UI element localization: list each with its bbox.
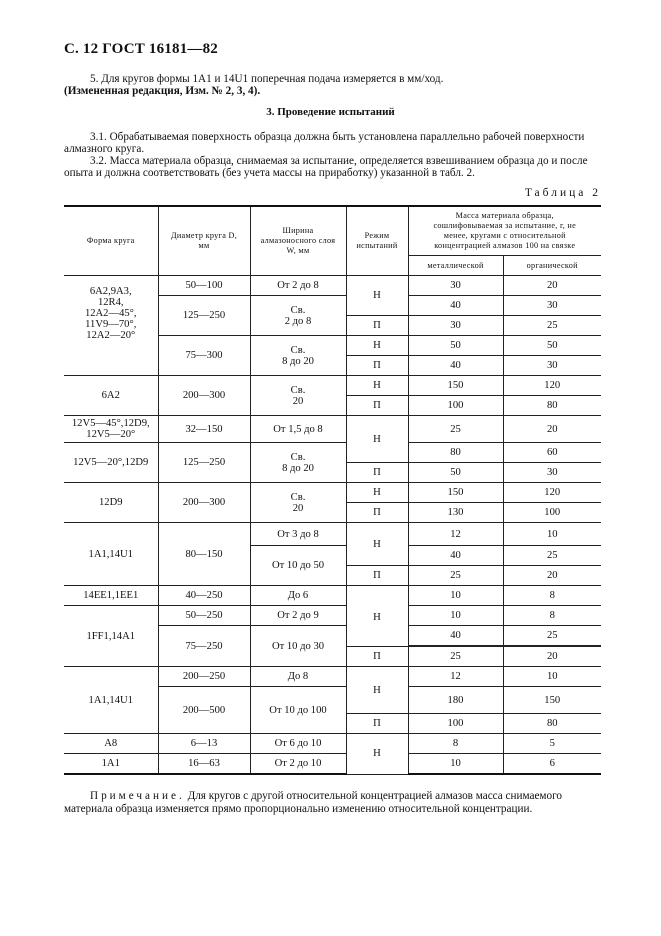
metal-cell: 25 [408, 647, 503, 667]
organic-cell: 8 [503, 606, 601, 626]
diameter-cell: 40—250 [158, 586, 250, 606]
width-cell: От 2 до 10 [250, 754, 346, 775]
mode-cell: Н [346, 586, 408, 647]
mode-cell: П [346, 566, 408, 586]
diameter-cell: 125—250 [158, 443, 250, 483]
organic-cell: 10 [503, 667, 601, 687]
metal-cell: 30 [408, 316, 503, 336]
header-diameter: Диаметр круга D, мм [158, 206, 250, 276]
organic-cell: 80 [503, 396, 601, 416]
width-cell: Св. 20 [250, 483, 346, 523]
form-cell: 14ЕЕ1,1ЕЕ1 [64, 586, 158, 606]
width-cell: От 10 до 100 [250, 687, 346, 734]
mode-cell: Н [346, 416, 408, 463]
metal-cell: 10 [408, 586, 503, 606]
diameter-cell: 75—250 [158, 626, 250, 667]
organic-cell: 80 [503, 714, 601, 734]
metal-cell: 100 [408, 714, 503, 734]
metal-cell: 50 [408, 336, 503, 356]
header-metal: металлической [408, 256, 503, 276]
organic-cell: 20 [503, 647, 601, 667]
header-width: Ширина алмазоносного слоя W, мм [250, 206, 346, 276]
header-form: Форма круга [64, 206, 158, 276]
organic-cell: 30 [503, 463, 601, 483]
table-header-row [64, 206, 601, 256]
organic-cell: 150 [503, 687, 601, 714]
metal-cell: 40 [408, 356, 503, 376]
form-cell: 12V5—45°,12D9, 12V5—20° [64, 416, 158, 443]
metal-cell: 150 [408, 483, 503, 503]
metal-cell: 50 [408, 463, 503, 483]
organic-cell: 50 [503, 336, 601, 356]
form-cell: 1А1,14U1 [64, 523, 158, 586]
organic-cell: 10 [503, 523, 601, 546]
organic-cell: 5 [503, 734, 601, 754]
metal-cell: 10 [408, 754, 503, 775]
width-cell: От 10 до 30 [250, 626, 346, 667]
table-row [64, 606, 601, 626]
width-cell: От 3 до 8 [250, 523, 346, 546]
organic-cell: 6 [503, 754, 601, 775]
paragraph-3-1-line1: 3.1. Обрабатываемая поверхность образца должна быть установлена параллельно рабочей поверхности [90, 131, 585, 143]
width-cell: До 6 [250, 586, 346, 606]
width-cell: До 8 [250, 667, 346, 687]
form-cell: 6А2 [64, 376, 158, 416]
width-cell: Св. 2 до 8 [250, 296, 346, 336]
form-cell: 12V5—20°,12D9 [64, 443, 158, 483]
mode-cell: П [346, 647, 408, 667]
mode-cell: П [346, 463, 408, 483]
organic-cell: 8 [503, 586, 601, 606]
organic-cell: 25 [503, 316, 601, 336]
mode-cell: П [346, 316, 408, 336]
diameter-cell: 200—300 [158, 483, 250, 523]
organic-cell: 20 [503, 416, 601, 443]
mode-cell: Н [346, 734, 408, 775]
organic-cell: 120 [503, 376, 601, 396]
organic-cell: 20 [503, 566, 601, 586]
mode-cell: Н [346, 483, 408, 503]
width-cell: Св. 20 [250, 376, 346, 416]
mode-cell: П [346, 356, 408, 376]
paragraph-3-2-line1: 3.2. Масса материала образца, снимаемая за испытание, определяется взвешиванием образца до и после [90, 155, 588, 167]
organic-cell: 100 [503, 503, 601, 523]
metal-cell: 150 [408, 376, 503, 396]
note-text: Для кругов с другой относительной концентрацией алмазов масса снимаемого материала образца изменяется прямо пропорционально изменению относительной концентрации. [64, 790, 562, 815]
mode-cell: П [346, 714, 408, 734]
table-row [64, 276, 601, 296]
diameter-cell: 200—250 [158, 667, 250, 687]
table-2 [64, 205, 601, 775]
form-cell: 1А1,14U1 [64, 667, 158, 734]
header-mode: Режим испытаний [346, 206, 408, 276]
metal-cell: 12 [408, 667, 503, 687]
table-row [64, 523, 601, 546]
mode-cell: Н [346, 276, 408, 316]
width-cell: От 6 до 10 [250, 734, 346, 754]
diameter-cell: 50—100 [158, 276, 250, 296]
table-row [64, 483, 601, 503]
organic-cell: 25 [503, 546, 601, 566]
table-row [64, 376, 601, 396]
paragraph-5: 5. Для кругов формы 1А1 и 14U1 поперечная подача измеряется в мм/ход. [90, 73, 444, 85]
table-row [64, 443, 601, 463]
paragraph-3-2-line2: опыта и должна соответствовать (без учета массы на приработку) указанной в табл. 2. [64, 167, 475, 179]
diameter-cell: 50—250 [158, 606, 250, 626]
table-note [64, 790, 601, 816]
metal-cell: 130 [408, 503, 503, 523]
form-cell: 6А2,9А3, 12R4, 12А2—45°, 11V9—70°, 12А2—20° [64, 276, 158, 376]
metal-cell: 180 [408, 687, 503, 714]
mode-cell: Н [346, 336, 408, 356]
diameter-cell: 200—500 [158, 687, 250, 734]
width-cell: От 2 до 8 [250, 276, 346, 296]
metal-cell: 40 [408, 626, 503, 646]
mode-cell: П [346, 396, 408, 416]
form-cell: 12D9 [64, 483, 158, 523]
metal-cell: 40 [408, 296, 503, 316]
organic-cell: 30 [503, 296, 601, 316]
diameter-cell: 125—250 [158, 296, 250, 336]
table-row [64, 416, 601, 443]
form-cell: А8 [64, 734, 158, 754]
page-header: С. 12 ГОСТ 16181—82 [64, 41, 218, 57]
metal-cell: 80 [408, 443, 503, 463]
table-row [64, 754, 601, 775]
section-title: 3. Проведение испытаний [266, 106, 395, 118]
width-cell: От 10 до 50 [250, 546, 346, 586]
mode-cell: Н [346, 523, 408, 566]
paragraph-5-edit-note: (Измененная редакция, Изм. № 2, 3, 4). [64, 85, 261, 97]
table-row [64, 667, 601, 687]
mode-cell: П [346, 503, 408, 523]
table-row [64, 734, 601, 754]
width-cell: Св. 8 до 20 [250, 336, 346, 376]
metal-cell: 10 [408, 606, 503, 626]
diameter-cell: 200—300 [158, 376, 250, 416]
diameter-cell: 75—300 [158, 336, 250, 376]
metal-cell: 30 [408, 276, 503, 296]
organic-cell: 60 [503, 443, 601, 463]
table-row [64, 586, 601, 606]
organic-cell: 20 [503, 276, 601, 296]
metal-cell: 40 [408, 546, 503, 566]
note-label: Примечание. [90, 790, 185, 802]
form-cell: 1FF1,14А1 [64, 606, 158, 667]
metal-cell: 100 [408, 396, 503, 416]
form-cell: 1А1 [64, 754, 158, 775]
width-cell: От 1,5 до 8 [250, 416, 346, 443]
mode-cell: Н [346, 667, 408, 714]
organic-cell: 30 [503, 356, 601, 376]
metal-cell: 25 [408, 566, 503, 586]
width-cell: Св. 8 до 20 [250, 443, 346, 483]
width-cell: От 2 до 9 [250, 606, 346, 626]
table-label: Таблица 2 [524, 187, 601, 199]
paragraph-3-1-line2: алмазного круга. [64, 143, 145, 155]
organic-cell: 25 [503, 626, 601, 646]
metal-cell: 12 [408, 523, 503, 546]
diameter-cell: 80—150 [158, 523, 250, 586]
metal-cell: 8 [408, 734, 503, 754]
diameter-cell: 6—13 [158, 734, 250, 754]
header-mass: Масса материала образца, сошлифовываемая за испытание, г, не менее, кругами с относительной концентрацией алмазов 100 на связке [408, 206, 601, 256]
organic-cell: 120 [503, 483, 601, 503]
diameter-cell: 32—150 [158, 416, 250, 443]
mode-cell: Н [346, 376, 408, 396]
diameter-cell: 16—63 [158, 754, 250, 775]
header-organic: органической [503, 256, 601, 276]
metal-cell: 25 [408, 416, 503, 443]
